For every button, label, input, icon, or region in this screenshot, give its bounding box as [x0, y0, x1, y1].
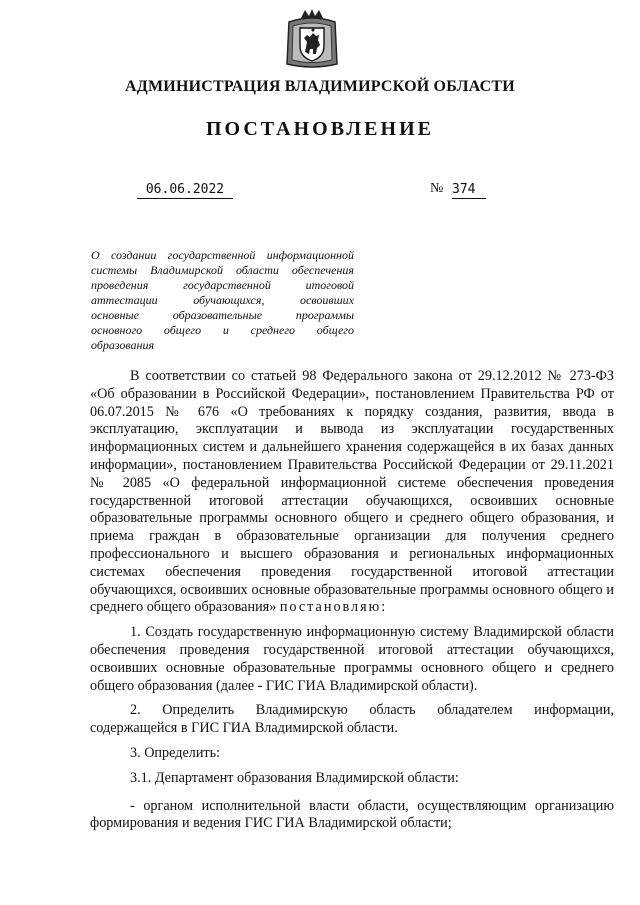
subject-line: образования: [91, 338, 155, 352]
item-2: 2. Определить Владимирскую область обладателем информации, содержащейся в ГИС ГИА Владимирской области.: [90, 702, 614, 737]
document-type: ПОСТАНОВЛЕНИЕ: [206, 118, 434, 140]
subject-line: основные образовательные программы: [91, 308, 354, 322]
item-3: 3. Определить:: [130, 744, 221, 761]
subject-line: О создании государственной информационной: [91, 248, 354, 262]
subject-line: аттестации обучающихся, освоивших: [91, 293, 354, 307]
item-1: 1. Создать государственную информационную систему Владимирской области обеспечения проведения государственной итоговой аттестации обучающихся, освоивших основные образовательные программы основного общего и среднего общего образования (далее - ГИС ГИА Владимирской области).: [90, 624, 614, 694]
coat-of-arms-icon: [283, 8, 341, 70]
subject-line: основного общего и среднего общего: [91, 323, 354, 337]
organization-name: АДМИНИСТРАЦИЯ ВЛАДИМИРСКОЙ ОБЛАСТИ: [125, 78, 515, 95]
item-3-1-bullet: - органом исполнительной власти области, осуществляющим организацию формирования и ведения ГИС ГИА Владимирской области;: [90, 797, 614, 832]
item-3-1: 3.1. Департамент образования Владимирской области:: [130, 769, 459, 786]
subject-line: системы Владимирской области обеспечения: [91, 263, 354, 277]
document-number: 374: [452, 182, 486, 199]
document-body: [90, 368, 614, 833]
preamble-paragraph: [90, 368, 614, 617]
document-subject: [91, 248, 354, 353]
document-date: 06.06.2022: [137, 182, 233, 199]
preamble-text: В соответствии со статьей 98 Федерального закона от 29.12.2012 № 273-ФЗ «Об образовании в Российской Федерации», постановлением Правительства РФ от 06.07.2015 № 676 «О требованиях к порядку создания, развития, ввода в эксплуатацию, эксплуатации и вывода из эксплуатации государственных информационных систем и дальнейшего хранения содержащейся в их базах данных информации», постановлением Правительства Российской Федерации от 29.11.2021 № 2085 «О федеральной информационной системе обеспечения проведения государственной итоговой аттестации обучающихся, освоивших основные образовательные программы основного общего и среднего общего образования, и приема граждан в образовательные организации для получения среднего профессионального и высшего образования и региональных информационных системах обеспечения проведения государственной итоговой аттестации обучающихся, освоивших основные образовательные программы основного общего и среднего общего образования»: [90, 368, 614, 616]
number-sign: №: [430, 181, 444, 196]
subject-line: проведения государственной итоговой: [91, 278, 354, 292]
resolve-word: постановляю:: [279, 599, 388, 616]
